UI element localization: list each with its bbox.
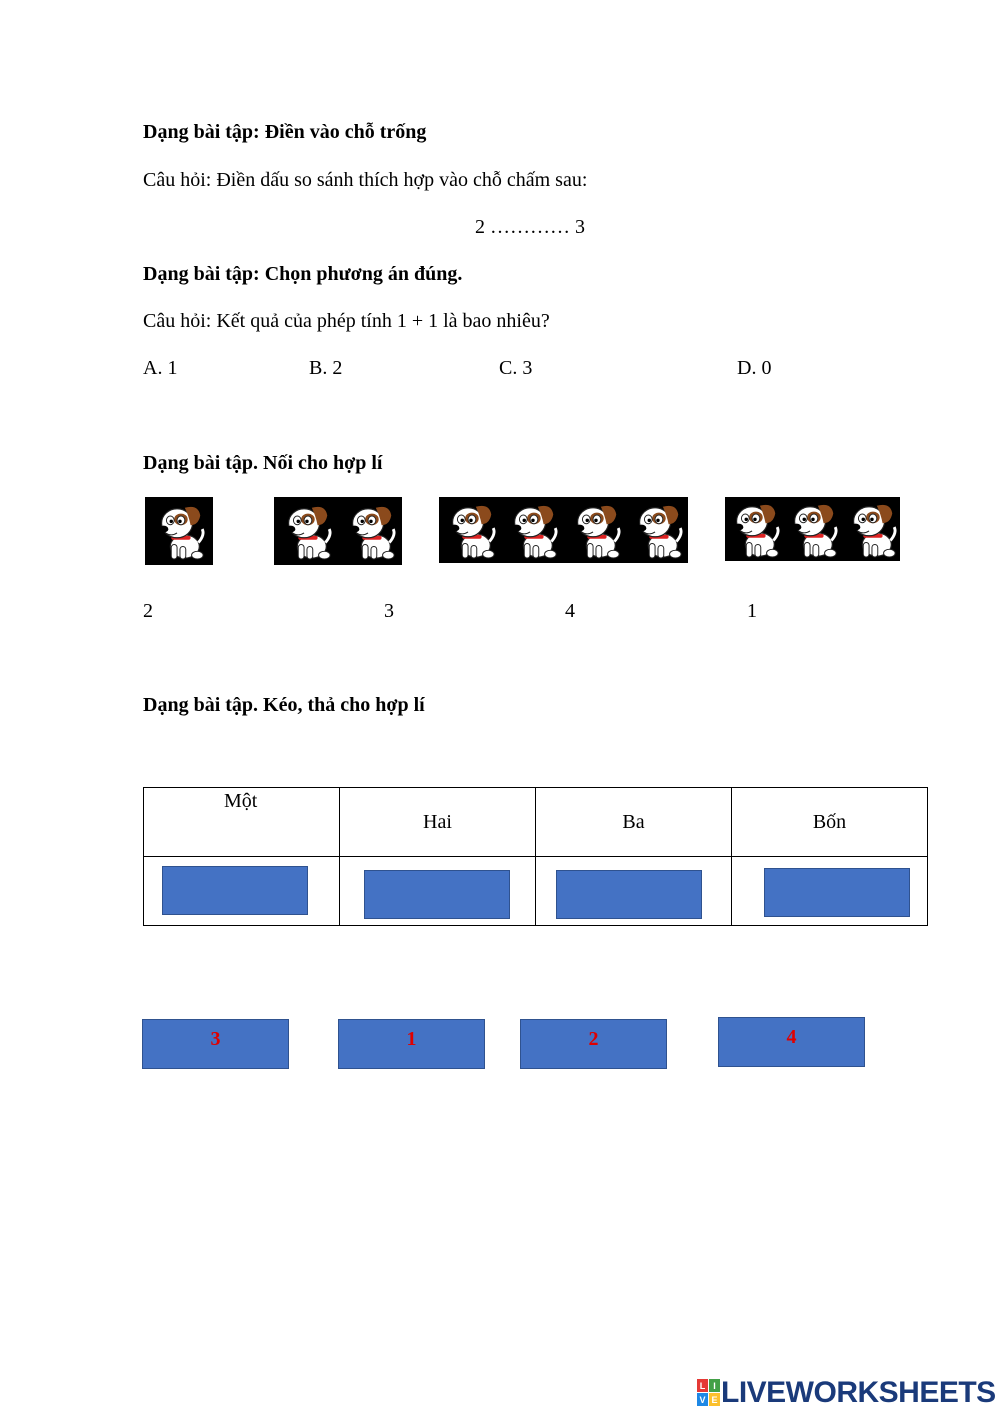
drop-zone[interactable] (556, 870, 702, 919)
drop-cell (536, 857, 732, 926)
svg-text:I: I (713, 1381, 716, 1391)
drop-zone[interactable] (364, 870, 510, 919)
dog-group-4[interactable] (439, 497, 688, 563)
dog-icon (503, 499, 561, 561)
dog-icon (566, 499, 624, 561)
option-b[interactable]: B. 2 (309, 357, 343, 379)
dog-icon (842, 498, 900, 560)
dog-group-1[interactable] (145, 497, 213, 565)
dog-icon (150, 500, 208, 562)
dog-icon (441, 499, 499, 561)
liveworksheets-mark-icon (697, 1379, 721, 1407)
option-c[interactable]: C. 3 (499, 357, 533, 379)
dog-icon (628, 499, 686, 561)
drop-cell (732, 857, 928, 926)
comparison-expression[interactable]: 2 ………… 3 (475, 216, 585, 238)
drag-item[interactable]: 1 (338, 1019, 485, 1069)
match-number[interactable]: 3 (384, 600, 394, 622)
section2-question: Câu hỏi: Kết quả của phép tính 1 + 1 là bao nhiêu? (143, 310, 550, 332)
drop-cell (340, 857, 536, 926)
option-a[interactable]: A. 1 (143, 357, 178, 379)
liveworksheets-logo (697, 1378, 996, 1408)
dog-icon (783, 498, 841, 560)
section3-heading: Dạng bài tập. Nối cho hợp lí (143, 452, 383, 474)
section1-question: Câu hỏi: Điền dấu so sánh thích hợp vào chỗ chấm sau: (143, 169, 588, 191)
column-header-bon: Bốn (732, 788, 928, 857)
svg-text:V: V (699, 1395, 706, 1405)
dog-group-3[interactable] (725, 497, 900, 561)
svg-text:E: E (711, 1395, 718, 1405)
drag-item[interactable]: 4 (718, 1017, 865, 1067)
drop-zone[interactable] (764, 868, 910, 917)
drag-item[interactable]: 2 (520, 1019, 667, 1069)
drop-table (143, 787, 928, 926)
drop-cell (144, 857, 340, 926)
dog-icon (341, 500, 399, 562)
drag-item[interactable]: 3 (142, 1019, 289, 1069)
column-header-ba: Ba (536, 788, 732, 857)
match-number[interactable]: 1 (747, 600, 757, 622)
match-number[interactable]: 2 (143, 600, 153, 622)
column-header-mot: Một (144, 788, 340, 857)
svg-text:L: L (699, 1381, 706, 1391)
column-header-hai: Hai (340, 788, 536, 857)
section2-heading: Dạng bài tập: Chọn phương án đúng. (143, 263, 463, 285)
option-d[interactable]: D. 0 (737, 357, 772, 379)
logo-text: LIVEWORKSHEETS (721, 1376, 996, 1409)
match-number[interactable]: 4 (565, 600, 575, 622)
section1-heading: Dạng bài tập: Điền vào chỗ trống (143, 121, 427, 143)
drop-zone[interactable] (162, 866, 308, 915)
dog-icon (725, 498, 783, 560)
dog-group-2[interactable] (274, 497, 402, 565)
dog-icon (277, 500, 335, 562)
section4-heading: Dạng bài tập. Kéo, thả cho hợp lí (143, 694, 425, 716)
